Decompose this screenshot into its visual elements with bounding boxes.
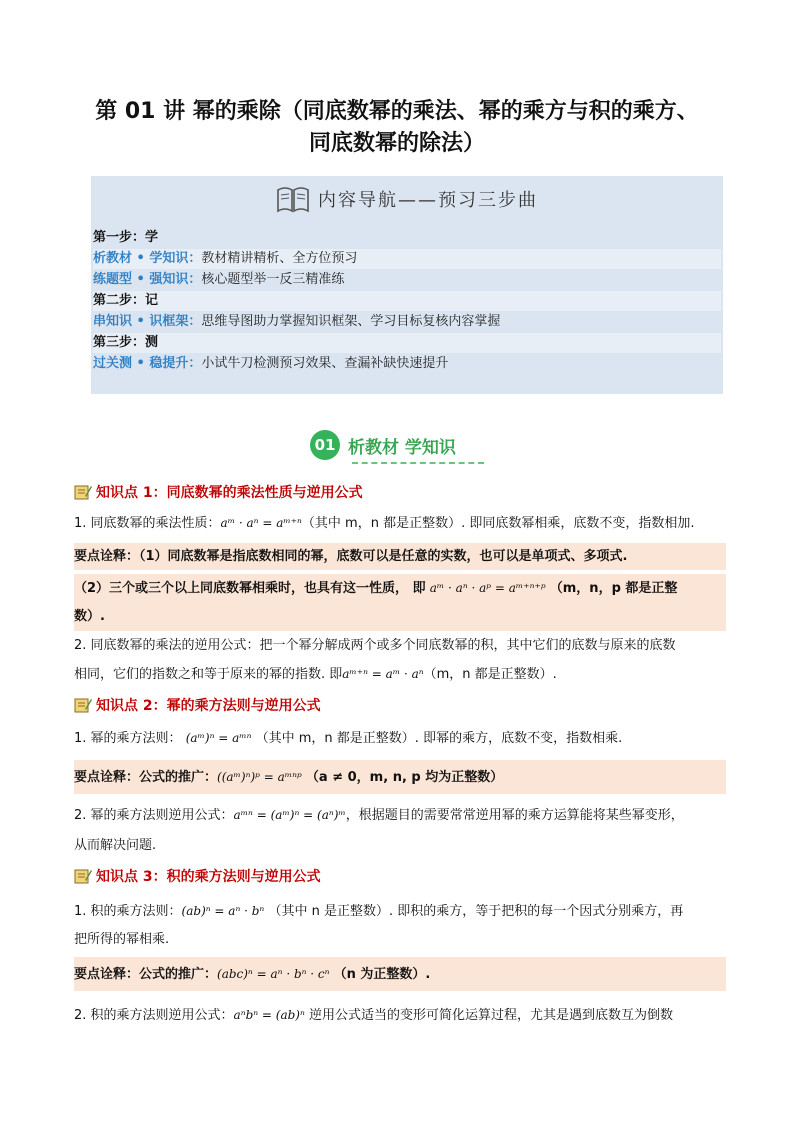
kp2-paragraph-2 <box>74 800 726 861</box>
content-navigation-box <box>91 176 723 394</box>
nav-item-description: 思维导图助力掌握知识框架、学习目标复核内容掌握 <box>201 314 501 329</box>
kp1-note-1-text: 要点诠释：（1）同底数幂是指底数相同的幂，底数可以是任意的实数，也可以是单项式、多项式. <box>74 549 628 564</box>
title-line-1: 第 01 讲 幂的乘除（同底数幂的乘法、幂的乘方与积的乘方、 <box>95 99 699 124</box>
nav-item-row <box>93 249 721 269</box>
nav-step-label: 第一步：学 <box>93 230 159 245</box>
nav-header-text: 内容导航——预习三步曲 <box>318 190 538 211</box>
kp3-p2-text-end: 逆用公式适当的变形可简化运算过程，尤其是遇到底数互为倒数 <box>304 1008 673 1023</box>
kp2-p2-text-end: ，根据题目的需要常常逆用幂的乘方运算能将某些幂变形， <box>345 808 684 823</box>
kp3-p1-formula: (ab)ⁿ = aⁿ · bⁿ <box>181 904 265 918</box>
kp1-note-2-text: （2）三个或三个以上同底数幂相乘时，也具有这一性质， 即 <box>74 581 426 596</box>
section-label: 析教材 学知识 <box>348 437 456 458</box>
section-heading <box>310 430 456 460</box>
nav-item-row <box>93 354 721 374</box>
notebook-pencil-icon <box>74 484 92 500</box>
nav-item-row <box>93 312 721 332</box>
kp1-paragraph-2 <box>74 632 726 689</box>
nav-step-row <box>93 291 721 311</box>
kp1-note-2-text-end: （m，n，p 都是正整 <box>549 581 678 596</box>
kp1-p1-text: 1. 同底数幂的乘法性质： <box>74 516 221 531</box>
kp3-p1-text-end: （其中 n 是正整数）. 即积的乘方，等于把积的每一个因式分别乘方，再 <box>268 904 684 919</box>
nav-item-key: 析教材 • 学知识： <box>93 251 202 266</box>
nav-item-key: 过关测 • 稳提升： <box>93 356 202 371</box>
open-book-icon <box>276 184 310 214</box>
kp2-note-text: 要点诠释：公式的推广： <box>74 770 218 785</box>
kp1-note-2-formula: aᵐ · aⁿ · aᵖ = aᵐ⁺ⁿ⁺ᵖ <box>429 581 546 595</box>
title-line-2: 同底数幂的除法） <box>308 131 485 156</box>
kp3-p1-text: 1. 积的乘方法则： <box>74 904 182 919</box>
nav-step-label: 第二步：记 <box>93 293 159 308</box>
kp1-note-2-line-2: 数）. <box>74 609 105 624</box>
page-title <box>40 96 754 160</box>
kp3-note <box>74 957 726 991</box>
notebook-pencil-icon <box>74 868 92 884</box>
kp2-note-text-end: （a ≠ 0，m, n, p 均为正整数） <box>305 770 504 785</box>
kp2-note <box>74 760 726 794</box>
knowledge-point-3-heading <box>74 866 321 886</box>
kp1-paragraph-1 <box>74 510 726 537</box>
kp1-p2-line-1: 2. 同底数幂的乘法的逆用公式：把一个幂分解成两个或多个同底数幂的积，其中它们的底数与原来的底数 <box>74 638 676 653</box>
kp2-p1-formula: (aᵐ)ⁿ = aᵐⁿ <box>185 731 252 745</box>
kp3-p2-formula: aⁿbⁿ = (ab)ⁿ <box>233 1008 305 1022</box>
kp1-p2-line-2-end: （m，n 都是正整数）. <box>423 667 557 682</box>
knowledge-point-1-title: 知识点 1：同底数幂的乘法性质与逆用公式 <box>96 485 363 501</box>
section-number-badge: 01 <box>310 430 340 460</box>
kp1-note-2 <box>74 574 726 631</box>
kp1-p1-formula: aᵐ · aⁿ = aᵐ⁺ⁿ <box>220 516 302 530</box>
nav-item-description: 小试牛刀检测预习效果、查漏补缺快速提升 <box>201 356 449 371</box>
notebook-pencil-icon <box>74 697 92 713</box>
kp3-note-text: 要点诠释：公式的推广： <box>74 967 218 982</box>
kp3-paragraph-1 <box>74 897 726 954</box>
kp1-note-1 <box>74 543 726 570</box>
nav-header <box>91 176 723 222</box>
kp3-p1-line-2: 把所得的幂相乘. <box>74 932 170 947</box>
nav-step-row <box>93 228 721 248</box>
kp3-p2-text: 2. 积的乘方法则逆用公式： <box>74 1008 234 1023</box>
nav-item-key: 串知识 • 识框架： <box>93 314 202 329</box>
kp1-p1-text-end: （其中 m，n 都是正整数）. 即同底数幂相乘，底数不变，指数相加. <box>301 516 695 531</box>
kp2-note-formula: ((aᵐ)ⁿ)ᵖ = aᵐⁿᵖ <box>217 770 302 784</box>
nav-item-description: 核心题型举一反三精准练 <box>201 272 345 287</box>
kp1-p2-formula: aᵐ⁺ⁿ = aᵐ · aⁿ <box>342 667 424 681</box>
kp1-p2-line-2: 相同，它们的指数之和等于原来的幂的指数. 即 <box>74 667 343 682</box>
nav-item-key: 练题型 • 强知识： <box>93 272 202 287</box>
kp2-p1-text-end: （其中 m，n 都是正整数）. 即幂的乘方，底数不变，指数相乘. <box>255 731 623 746</box>
knowledge-point-2-heading <box>74 695 321 715</box>
knowledge-point-2-title: 知识点 2：幂的乘方法则与逆用公式 <box>96 698 321 714</box>
kp2-paragraph-1 <box>74 725 726 752</box>
nav-item-row <box>93 270 721 290</box>
nav-step-row <box>93 333 721 353</box>
knowledge-point-1-heading <box>74 482 363 502</box>
kp3-paragraph-2 <box>74 1000 726 1031</box>
section-underline <box>352 462 484 464</box>
kp3-note-text-end: （n 为正整数）. <box>333 967 431 982</box>
kp3-note-formula: (abc)ⁿ = aⁿ · bⁿ · cⁿ <box>217 967 330 981</box>
nav-item-description: 教材精讲精析、全方位预习 <box>201 251 358 266</box>
kp2-p2-text: 2. 幂的乘方法则逆用公式： <box>74 808 234 823</box>
nav-step-label: 第三步：测 <box>93 335 159 350</box>
kp2-p2-line-2: 从而解决问题. <box>74 838 157 853</box>
kp2-p2-formula: aᵐⁿ = (aᵐ)ⁿ = (aⁿ)ᵐ <box>233 808 346 822</box>
knowledge-point-3-title: 知识点 3：积的乘方法则与逆用公式 <box>96 869 321 885</box>
kp2-p1-text: 1. 幂的乘方法则： <box>74 731 182 746</box>
